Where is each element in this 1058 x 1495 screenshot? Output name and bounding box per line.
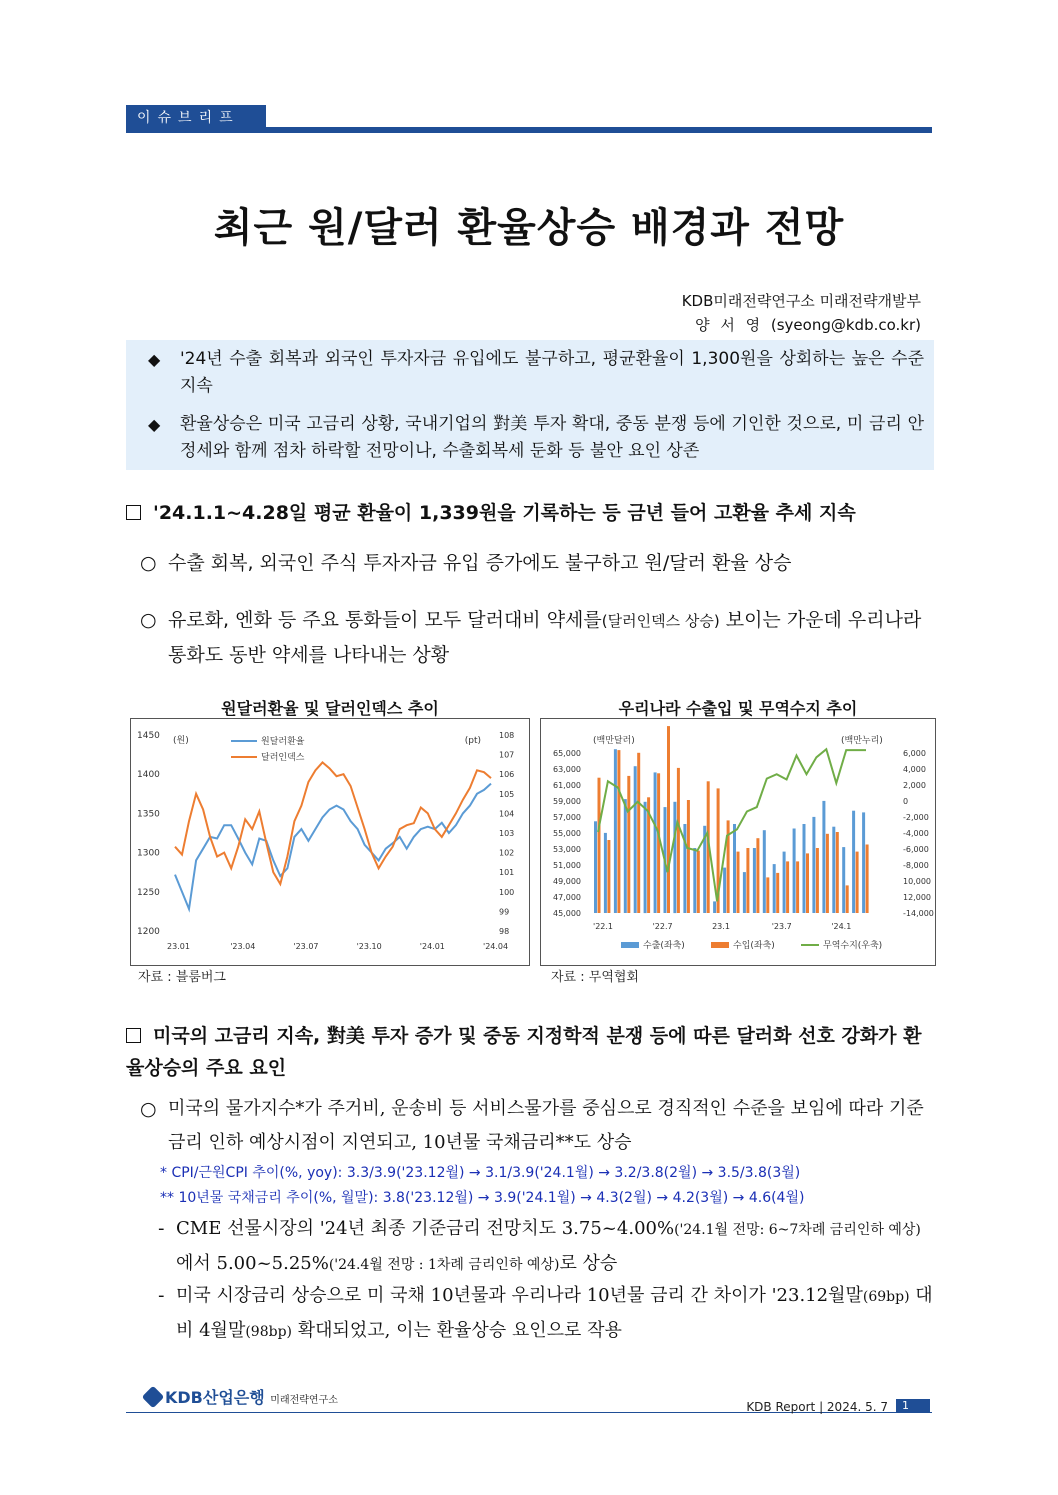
- report-type-tag: 이슈브리프: [126, 105, 266, 131]
- report-date: KDB Report | 2024. 5. 7: [746, 1400, 888, 1414]
- export-bar: [743, 872, 746, 913]
- chart2-frame: [540, 718, 936, 966]
- section-heading-1: '24.1.1~4.28일 평균 환율이 1,339원을 기록하는 등 금년 들어 고환율 추세 지속: [126, 497, 936, 529]
- import-bar: [796, 861, 799, 913]
- y-right-tick: 106: [499, 770, 515, 780]
- y-left-tick: 53,000: [553, 845, 581, 854]
- legend-label: 무역수지(우축): [823, 941, 883, 951]
- legend-label: 원달러환율: [261, 737, 305, 747]
- export-bar: [812, 817, 815, 913]
- import-bar: [687, 800, 690, 913]
- y-left-tick: 57,000: [553, 813, 581, 822]
- chart2-source: 자료 : 무역협회: [551, 970, 639, 985]
- dash-item: - 미국 시장금리 상승으로 미 국채 10년물과 우리나라 10년물 금리 간 차이가 '23.12월말(69bp) 대비 4월말(98bp) 확대되었고, 이는 환율상승 요인으로 작용: [158, 1279, 934, 1349]
- import-bar: [826, 834, 829, 913]
- chart1-frame: [130, 718, 530, 966]
- export-bar: [693, 848, 696, 913]
- y-left-tick: 51,000: [553, 861, 581, 870]
- x-tick: 23.01: [167, 942, 190, 951]
- series-line-krw-usd: [175, 784, 491, 909]
- left-unit-label: (백만달러): [593, 736, 635, 746]
- y-right-tick: 108: [499, 731, 515, 740]
- fx-dollar-index-chart: [131, 719, 529, 965]
- y-left-tick: 1300: [137, 848, 160, 859]
- export-bar: [604, 833, 607, 913]
- y-left-tick: 1350: [137, 809, 160, 820]
- export-bar: [644, 802, 647, 913]
- export-bar: [862, 812, 865, 913]
- x-tick: '23.04: [230, 942, 256, 951]
- checkbox-square-icon: [126, 1028, 141, 1043]
- y-left-tick: 55,000: [553, 829, 581, 838]
- circle-bullet-icon: ○: [140, 1098, 157, 1120]
- left-unit-label: (원): [173, 736, 189, 746]
- summary-box: [126, 340, 934, 470]
- export-bar: [733, 824, 736, 913]
- legend-label: 수출(좌축): [643, 941, 685, 951]
- right-unit-label: (pt): [464, 736, 481, 746]
- export-bar: [713, 901, 716, 913]
- y-left-tick: 61,000: [553, 781, 581, 790]
- export-bar: [803, 824, 806, 913]
- dash-bullet: -: [158, 1218, 165, 1239]
- export-bar: [763, 830, 766, 913]
- y-right-tick: -4,000: [903, 829, 929, 838]
- import-bar: [746, 848, 749, 913]
- y-right-tick: 100: [499, 887, 515, 897]
- export-bar: [793, 829, 796, 914]
- dash-item: - CME 선물시장의 '24년 최종 기준금리 전망치도 3.75~4.00%('24.1월 전망: 6~7차례 금리인하 예상)에서 5.00~5.25%('24.4월 전망 : 1차례 금리인하 예상)로 상승: [158, 1212, 934, 1282]
- y-left-tick: 1200: [137, 927, 160, 937]
- legend-swatch: [621, 942, 639, 948]
- y-right-tick: 102: [499, 848, 515, 858]
- x-tick: '24.04: [483, 942, 509, 951]
- legend-label: 수입(좌축): [733, 941, 775, 951]
- y-right-tick: -6,000: [903, 845, 929, 854]
- import-bar: [846, 885, 849, 913]
- y-right-tick: -2,000: [903, 813, 929, 822]
- author-name-email: 양 서 영 (syeong@kdb.co.kr): [695, 316, 921, 334]
- export-bar: [832, 827, 835, 913]
- bullet-item: ○ 수출 회복, 외국인 주식 투자자금 유입 증가에도 불구하고 원/달러 환율 상승: [140, 546, 932, 580]
- y-left-tick: 1250: [137, 887, 160, 898]
- y-right-tick: 105: [499, 789, 515, 799]
- kdb-logo: KDB산업은행 미래전략연구소: [145, 1385, 338, 1408]
- x-tick: '24.1: [831, 922, 852, 931]
- import-bar: [756, 838, 759, 913]
- y-right-tick: -8,000: [903, 861, 929, 870]
- export-bar: [783, 852, 786, 913]
- checkbox-square-icon: [126, 505, 141, 520]
- export-bar: [773, 864, 776, 913]
- y-left-tick: 1450: [137, 731, 160, 741]
- chart1-source: 자료 : 블룸버그: [138, 970, 226, 985]
- y-left-tick: 63,000: [553, 765, 581, 774]
- import-bar: [766, 877, 769, 913]
- y-right-tick: 103: [499, 829, 515, 838]
- y-right-tick: 4,000: [903, 765, 926, 774]
- author-org: KDB미래전략연구소 미래전략개발부: [681, 292, 921, 310]
- bullet-item: ○ 유로화, 엔화 등 주요 통화들이 모두 달러대비 약세를(달러인덱스 상승) 보이는 가운데 우리나라 통화도 동반 약세를 나타내는 상황: [140, 603, 932, 672]
- header-rule-thin: [126, 131, 932, 133]
- bullet-item: ○ 미국의 물가지수*가 주거비, 운송비 등 서비스물가를 중심으로 경직적인 수준을 보임에 따라 기준금리 인하 예상시점이 지연되고, 10년물 국채금리**도 상승: [140, 1092, 932, 1160]
- export-bar: [753, 848, 756, 913]
- summary-text: 환율상승은 미국 고금리 상황, 국내기업의 對美 투자 확대, 중동 분쟁 등에 기인한 것으로, 미 금리 안정세와 함께 점차 하락할 전망이나, 수출회복세 둔화 등 불안 요인 상존: [180, 414, 924, 461]
- y-left-tick: 47,000: [553, 893, 581, 902]
- y-left-tick: 65,000: [553, 749, 581, 758]
- summary-item: [148, 411, 924, 465]
- legend-swatch: [711, 942, 729, 948]
- import-bar: [737, 852, 740, 913]
- x-tick: '22.1: [593, 922, 614, 931]
- x-tick: '24.01: [419, 942, 445, 951]
- import-bar: [836, 832, 839, 913]
- y-right-tick: 98: [499, 927, 510, 936]
- chart1-title: 원달러환율 및 달러인덱스 추이: [221, 699, 439, 718]
- legend-label: 달러인덱스: [261, 753, 305, 763]
- import-bar: [786, 861, 789, 913]
- import-bar: [697, 851, 700, 913]
- page-number: 1: [896, 1399, 930, 1413]
- import-bar: [816, 848, 819, 913]
- y-right-tick: 101: [499, 868, 515, 878]
- import-bar: [667, 726, 670, 913]
- y-left-tick: 1400: [137, 770, 160, 781]
- footnote-cpi: * CPI/근원CPI 추이(%, yoy): 3.3/3.9('23.12월) → 3.1/3.9('24.1월) → 3.2/3.8(2월) → 3.5/3.8(3월): [160, 1165, 801, 1181]
- summary-text: '24년 수출 회복과 외국인 투자자금 유입에도 불구하고, 평균환율이 1,300원을 상회하는 높은 수준 지속: [180, 349, 924, 396]
- export-bar: [614, 749, 617, 913]
- import-bar: [856, 852, 859, 913]
- kdb-logo-icon: [142, 1386, 165, 1409]
- export-bar: [673, 802, 676, 913]
- y-left-tick: 49,000: [553, 877, 581, 886]
- y-left-tick: 59,000: [553, 797, 581, 806]
- chart2-title: 우리나라 수출입 및 무역수지 추이: [618, 699, 858, 718]
- section-heading-2: 미국의 고금리 지속, 對美 투자 증가 및 중동 지정학적 분쟁 등에 따른 달러화 선호 강화가 환율상승의 주요 요인: [126, 1025, 922, 1079]
- x-tick: '23.10: [356, 942, 382, 951]
- import-bar: [677, 768, 680, 913]
- trade-chart: [541, 719, 935, 965]
- y-right-tick: 12,000: [903, 893, 931, 902]
- export-bar: [842, 847, 845, 913]
- y-right-tick: 104: [499, 809, 515, 819]
- x-tick: 23.1: [712, 922, 730, 931]
- circle-bullet-icon: ○: [140, 552, 157, 574]
- dash-bullet: -: [158, 1285, 165, 1306]
- import-bar: [806, 853, 809, 913]
- export-bar: [822, 801, 825, 913]
- import-bar: [598, 778, 601, 913]
- y-right-tick: 6,000: [903, 749, 926, 758]
- export-bar: [634, 766, 637, 913]
- y-right-tick: 99: [499, 907, 510, 917]
- export-bar: [624, 799, 627, 913]
- import-bar: [617, 750, 620, 913]
- import-bar: [607, 840, 610, 913]
- import-bar: [637, 753, 640, 913]
- series-line-dollar-index: [175, 762, 491, 884]
- x-tick: '23.7: [771, 922, 792, 931]
- footnote-treasury: ** 10년물 국채금리 추이(%, 월말): 3.8('23.12월) → 3.9('24.1월) → 4.3(2월) → 4.2(3월) → 4.6(4월): [160, 1190, 805, 1206]
- export-bar: [723, 868, 726, 913]
- right-unit-label: (백만누리): [841, 736, 883, 746]
- import-bar: [866, 845, 869, 914]
- x-tick: '23.07: [293, 942, 319, 951]
- import-bar: [627, 776, 630, 913]
- y-right-tick: -14,000: [903, 909, 934, 918]
- y-right-tick: 10,000: [903, 877, 931, 886]
- import-bar: [776, 873, 779, 913]
- page-title: 최근 원/달러 환율상승 배경과 전망: [213, 205, 845, 251]
- circle-bullet-icon: ○: [140, 609, 157, 631]
- export-bar: [852, 811, 855, 913]
- x-tick: '22.7: [652, 922, 673, 931]
- y-right-tick: 0: [903, 797, 909, 806]
- y-left-tick: 45,000: [553, 909, 581, 918]
- y-right-tick: 107: [499, 750, 515, 760]
- export-bar: [594, 821, 597, 913]
- diamond-icon: ◆: [148, 415, 161, 434]
- summary-item: [148, 346, 924, 400]
- diamond-icon: ◆: [148, 350, 161, 369]
- y-right-tick: 2,000: [903, 781, 926, 790]
- export-bar: [654, 772, 657, 913]
